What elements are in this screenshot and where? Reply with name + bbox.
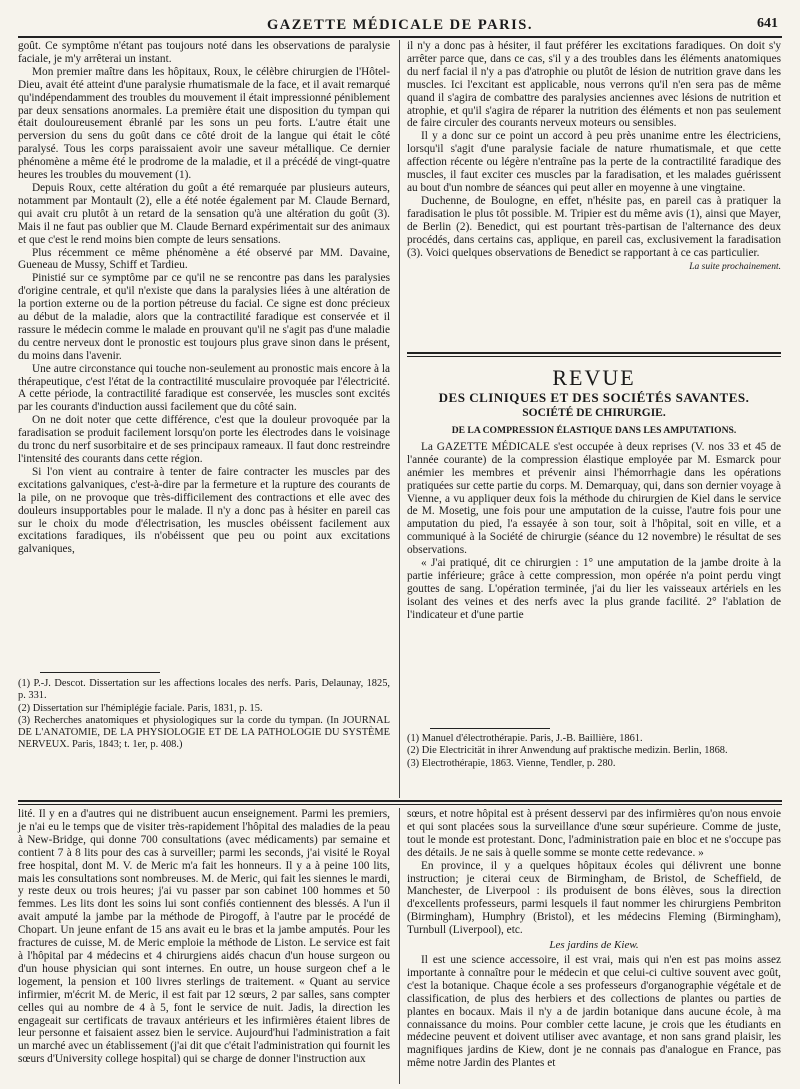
footnote: (2) Dissertation sur l'hémiplégie faciale. Paris, 1831, p. 15. [18,702,263,714]
paragraph: La GAZETTE MÉDICALE s'est occupée à deux reprises (V. nos 33 et 45 de l'année courante) de la compression élastique employée par M. Esmarck pour anémier les membres et prévenir ainsi l'hémorrhagie dans les opérations pratiquées sur cette partie du corps. M. Demarquay, qui, dans son dernier voyage à Vienne, a vu appliquer deux fois la méthode du chirurgien de Kiel dans le service de M. Mosetig, une fois pour une amputation de la cuisse, l'autre fois pour une amputation du pied, l'a essayée à son tour, soit à l'hôpital, soit en ville, et a communiqué à la Société de chirurgie (séance du 12 novembre) le résultat de ses observations. [407,440,781,557]
page-header [18,14,782,38]
page-section-divider-thin [18,804,782,805]
upper-right-column [407,40,781,274]
paragraph: il n'y a donc pas à hésiter, il faut préférer les excitations faradiques. On doit s'y arrêter parce que, dans ce cas, s'il y a des troubles dans les éléments anatomiques du nerf facial il n'y a pas d'atrophie ou plutôt de lésion de nutrition grave dans les muscles. Ici l'excitant est applicable, nous verrons qu'il n'en sera pas de même quand il s'agira de combattre des paralysies anciennes avec lésions de nutrition et atrophie, et qu'il s'agira de réparer la nutrition des éléments et non pas seulement de faire circuler des courants nerveux moteurs ou sensibles. [407,40,781,130]
paragraph: Il est une science accessoire, il est vrai, mais qui n'en est pas moins assez importante à connaître pour le médecin et que celui-ci cultive souvent avec goût, c'est la botanique. Chaque école a ses professeurs d'organographie végétale et de classification, de plus des herbiers et des collections de plantes ou parties de plantes en bocaux. Mais il n'y a de jardin botanique dans aucune école, à ma connaissance du moins. Pour combler cette lacune, je crois que les étudiants en médecine peuvent et doivent utiliser avec avantage, et non sans grand plaisir, les magnifiques jardins de Kiew, dont je ne connais pas d'analogue en France, pas même notre Jardin des Plantes et [407,953,781,1070]
footnote-divider [430,728,550,729]
paragraph: On ne doit noter que cette différence, c'est que la douleur provoquée par la faradisation se produit facilement lorsqu'on porte les électrodes dans le voisinage du tronc du nerf susorbitaire et de ses principaux rameaux. Il faut donc restreindre l'intensité des courants dans cette région. [18,414,390,465]
society-heading: SOCIÉTÉ DE CHIRURGIE. [522,407,666,419]
section-subheading: Les jardins de Kiew. [549,939,639,952]
revue-subtitle: DES CLINIQUES ET DES SOCIÉTÉS SAVANTES. [438,390,750,405]
footnote: (1) P.-J. Descot. Dissertation sur les affections locales des nerfs. Paris, Delaunay, 1825, p. 331. [18,678,390,702]
footnote: (3) Recherches anatomiques et physiologiques sur la corde du tympan. (In JOURNAL DE L'ANATOMIE, DE LA PHYSIOLOGIE ET DE LA PATHOLOGIE DU SYSTÈME NERVEUX. Paris, 1843; t. 1er, p. 408.) [18,714,390,751]
footnote-divider [40,672,160,673]
revue-section [407,362,781,622]
paragraph: Depuis Roux, cette altération du goût a été remarquée par plusieurs auteurs, notamment par Montault (2), elle a été notée également par M. Claude Bernard, qui avait cru plutôt à un retard de la sensation qu'à une altération du goût (3). Mais il ne faut pas oublier que M. Claude Bernard expérimentait sur des animaux et que c'est le rend moins bien compte de leurs sensations. [18,181,390,246]
section-divider [407,352,781,354]
upper-left-column [18,40,390,556]
column-divider [399,40,400,798]
paragraph: Une autre circonstance qui touche non-seulement au pronostic mais encore à la thérapeutique, c'est l'état de la contractilité musculaire provoquée par l'électricité. A cette période, la contractilité faradique est conservée, les muscles sont excités par les courants d'induction aussi facilement que du côté sain. [18,362,390,414]
footnotes-right [407,733,781,770]
paragraph: Pinistié sur ce symptôme par ce qu'il ne se rencontre pas dans les paralysies d'origine centrale, et qu'il n'existe que dans la paralysies liées à une altération de la portion externe ou de la portion pétreuse du facial. Ce signe est donc précieux au début de la maladie, alors que la contractilité faradique est conservée et il rassure le médecin comme le malade en prouvant qu'il ne s'agit pas d'une maladie du centre nerveux dont le pronostic est toujours plus grave sinon dans le présent, du moins dans l'avenir. [18,272,390,362]
paragraph: « J'ai pratiqué, dit ce chirurgien : 1° une amputation de la jambe droite à la partie inférieure; grâce à cette compression, mon opérée n'a point perdu vingt gouttes de sang. L'opération terminée, j'ai du lier les vaisseaux artériels en les isolant des veines et des nerfs avec la plus grande facilité. 2° l'ablation de l'indicateur et d'une partie [407,557,781,621]
article-heading: DE LA COMPRESSION ÉLASTIQUE DANS LES AMPUTATIONS. [451,425,737,436]
paragraph: Il y a donc sur ce point un accord à peu près unanime entre les électriciens, lorsqu'il s'agit d'une paralysie faciale de nature rhumatismale, et que cette affection récente ou légère n'entraîne pas la perte de la contractilité faradique des muscles, il faut exciter ces muscles par la faradisation, et les malades guérissent au bout d'un nombre de séances qui peut aller en moyenne à une vingtaine. [407,130,781,194]
paragraph: Si l'on vient au contraire à tenter de faire contracter les muscles par des excitations galvaniques, c'est-à-dire par la fermeture et la rupture des courants de la pile, on ne provoque que très-difficilement des contractions et elle avec des douleurs insupportables pour le malade. Il n'y a donc pas à hésiter en pareil cas sur le choix du mode d'électrisation, les muscles obéissent facilement aux excitations faradiques, ils n'obéissent que peu ou point aux excitations galvaniques, [18,465,390,556]
lower-left-column [18,808,390,1066]
paragraph: En province, il y a quelques hôpitaux écoles qui délivrent une bonne instruction; je citerai ceux de Birmingham, de Bristol, de Scheffield, de Manchester, de Liverpool : ils produisent de bons élèves, sous la direction d'excellents professeurs, parmi lesquels il faut nommer les chirurgiens Pembriton (Birmingham), Humphry (Bristol), et les médecins Fleming (Birmingham), Turnbull (Liverpool), etc. [407,859,781,937]
footnote: (2) Die Electricität in ihrer Anwendung auf praktische medizin. Berlin, 1868. [407,745,728,757]
revue-title: REVUE [552,365,636,390]
column-divider [399,808,400,1084]
footnote: (1) Manuel d'électrothérapie. Paris, J.-B. Baillière, 1861. [407,733,643,744]
paragraph: sœurs, et notre hôpital est à présent desservi par des infirmières qu'on nous envoie et qui sont placées sous la surveillance d'une sœur supérieure. Comme de juste, tout le monde est protestant. Donc, l'administration paie en bloc et ne s'occupe pas des détails. Je ne sais à quelle somme se monte cette redevance. » [407,808,781,859]
paragraph: goût. Ce symptôme n'étant pas toujours noté dans les observations de paralysie faciale, je m'y arrêterai un instant. [18,40,390,65]
paragraph: lité. Il y en a d'autres qui ne distribuent aucun enseignement. Parmi les premiers, je n'ai eu le temps que de visiter très-rapidement l'hôpital des maladies de la peau à New-Bridge, qui donne 700 consultations (avec médicaments) par semaine et contient 7 à 8 lits pour des cas à surveiller; parmi les seconds, j'ai visité le Royal free hospital, dont M. V. de Meric m'a fait les honneurs. Il y a à peine 100 lits, mais les consultations sont nombreuses. M. de Meric, qui fait les siennes le mardi, y reste deux ou trois heures; j'ai vu passer par son cabinet 100 hommes et 50 femmes. Les lits dont les soins lui sont confiés contiennent des blessés. A l'un il avait amputé la jambe par la méthode de Pirogoff, à l'autre par le procédé de Chopart. Un jeune enfant de 15 ans avait eu le bras et la jambe amputés. Pour les fractures de cuisse, M. de Meric emploie la méthode de Liston. Le service est fait à l'hôpital par 4 médecins et 4 chirurgiens aidés chacun d'un house surgeon ou d'un house physician qui sont internes. En outre, un house surgeon chef a le logement, la pension et 100 livres sterlings de traitement. « Quant au service infirmier, m'écrit M. de Meric, il est fait par 12 sœurs, 2 par salles, sans compter celles qui au nombre de 4 à 5, font le service de nuit. Jadis, la direction les engageait sur certificats de travaux antérieurs et les infirmières étaient libres de leur personne et faisaient assez bien le service. Aujourd'hui l'administration a fait un marché avec un établissement (j'ai dit que c'était l'administration qui fournit les sœurs d'University college hospital) qui se charge de donner l'instruction aux [18,808,390,1066]
continuation-note: La suite prochainement. [689,262,781,273]
footnote: (3) Electrothérapie, 1863. Vienne, Tendler, p. 280. [407,757,616,769]
page-section-divider [18,800,782,802]
journal-title: GAZETTE MÉDICALE DE PARIS. [267,16,533,33]
paragraph: Plus récemment ce même phénomène a été observé par MM. Davaine, Gueneau de Mussy, Schiff et Tardieu. [18,246,390,272]
paragraph: Duchenne, de Boulogne, en effet, n'hésite pas, en pareil cas à pratiquer la faradisation le plus tôt possible. M. Tripier est du même avis (1), ainsi que Mayer, de Berlin (2). Benedict, qui est pourtant très-partisan de l'alternance des deux procédés, dans certains cas, applique, en pareil cas, exclusivement la faradisation (3). Voici quelques observations de Benedict se rapportant à ce cas particulier. [407,194,781,259]
section-divider-thin [407,356,781,357]
paragraph: Mon premier maître dans les hôpitaux, Roux, le célèbre chirurgien de l'Hôtel-Dieu, avait été atteint d'une paralysie rhumatismale de la face, et il avait remarqué qu'indépendamment des troubles du mouvement il était impressionné péniblement par deux sensations anormales. La première était une disposition du tympan qui était douloureusement ébranlé par les sons un peu forts. L'autre était une perversion du sens du goût dans ce côté droit de la langue qui était le côté paralysé. Tous les corps paraissaient avoir une saveur métallique. Ce dernier phénomène a même été le prodrome de la maladie, et il a précédé de vingt-quatre heures les troubles du mouvement (1). [18,65,390,182]
footnotes-left [18,678,390,752]
lower-right-column [407,808,781,1070]
page-number: 641 [757,16,778,31]
